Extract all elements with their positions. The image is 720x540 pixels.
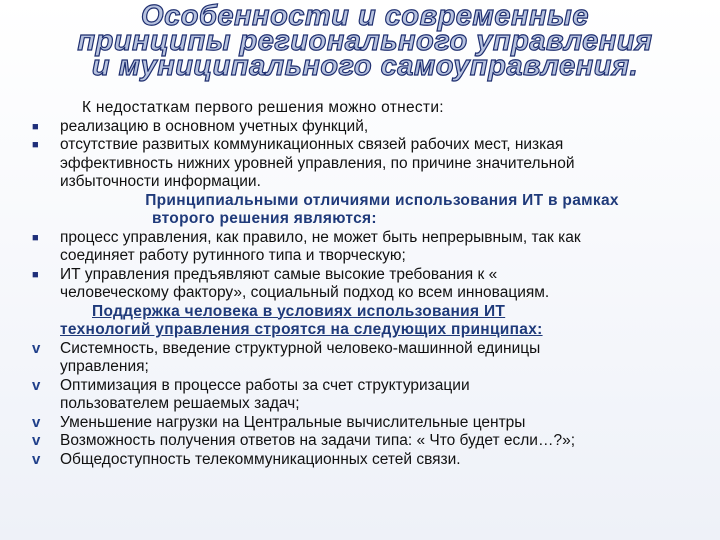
list-item — [32, 136, 692, 192]
list-item — [32, 432, 692, 451]
list-item — [32, 414, 692, 433]
title-line: Особенности и современные — [141, 0, 589, 32]
list-item — [32, 266, 692, 303]
section-heading — [32, 192, 692, 229]
list-item-text: эффективность нижних уровней управления, по причине значительной — [60, 154, 575, 172]
list-item-text: процесс управления, как правило, не может быть непрерывным, так как — [60, 228, 581, 246]
square-bullet-icon: ■ — [32, 120, 39, 133]
list-item-text: Системность, введение структурной человеко-машинной единицы — [60, 339, 541, 357]
title-line: и муниципального самоуправления. — [91, 50, 639, 82]
list-item-text: Уменьшение нагрузки на Центральные вычислительные центры — [60, 413, 526, 431]
list-item-text: ИТ управления предъявляют самые высокие требования к « — [60, 265, 498, 283]
list-item — [32, 229, 692, 266]
list-item — [32, 340, 692, 377]
slide-title — [40, 0, 690, 82]
list-item-text: пользователем решаемых задач; — [60, 395, 300, 412]
square-bullet-icon: ■ — [32, 139, 39, 151]
list-item — [32, 118, 692, 137]
list-item-text: Общедоступность телекоммуникационных сетей связи. — [60, 450, 461, 468]
list-item-text: соединяет работу рутинного типа и творческую; — [60, 247, 406, 264]
list-item-text: управления; — [60, 358, 149, 375]
heading-line: технологий управления строятся на следующих принципах: — [60, 321, 543, 338]
list-item — [32, 451, 692, 470]
checkmark-bullet-icon: v — [32, 413, 41, 431]
square-bullet-icon: ■ — [32, 231, 39, 244]
list-item-text: реализацию в основном учетных функций, — [60, 117, 369, 135]
intro-label: К недостаткам первого решения можно отнести: — [82, 99, 444, 116]
section-heading — [32, 303, 692, 340]
title-line: принципы регионального управления — [77, 25, 653, 57]
heading-line: Поддержка человека в условиях использования ИТ — [92, 302, 506, 320]
heading-line: второго решения являются: — [152, 210, 377, 227]
list-item-text: Оптимизация в процессе работы за счет структуризации — [60, 376, 470, 394]
list-item-text: избыточности информации. — [60, 173, 261, 190]
list-item — [32, 377, 692, 414]
checkmark-bullet-icon: v — [32, 432, 41, 449]
list-item-text: человеческому фактору», социальный подход ко всем инновациям. — [60, 284, 550, 301]
square-bullet-icon: ■ — [32, 268, 39, 281]
list-item-text: отсутствие развитых коммуникационных связей рабочих мест, низкая — [60, 136, 564, 153]
checkmark-bullet-icon: v — [32, 376, 41, 394]
intro-text — [32, 99, 692, 118]
slide-body — [32, 99, 692, 469]
heading-line: Принципиальными отличиями использования ИТ в рамках — [145, 191, 619, 209]
checkmark-bullet-icon: v — [32, 339, 41, 357]
checkmark-bullet-icon: v — [32, 450, 41, 468]
list-item-text: Возможность получения ответов на задачи типа: « Что будет если…?»; — [60, 432, 576, 449]
